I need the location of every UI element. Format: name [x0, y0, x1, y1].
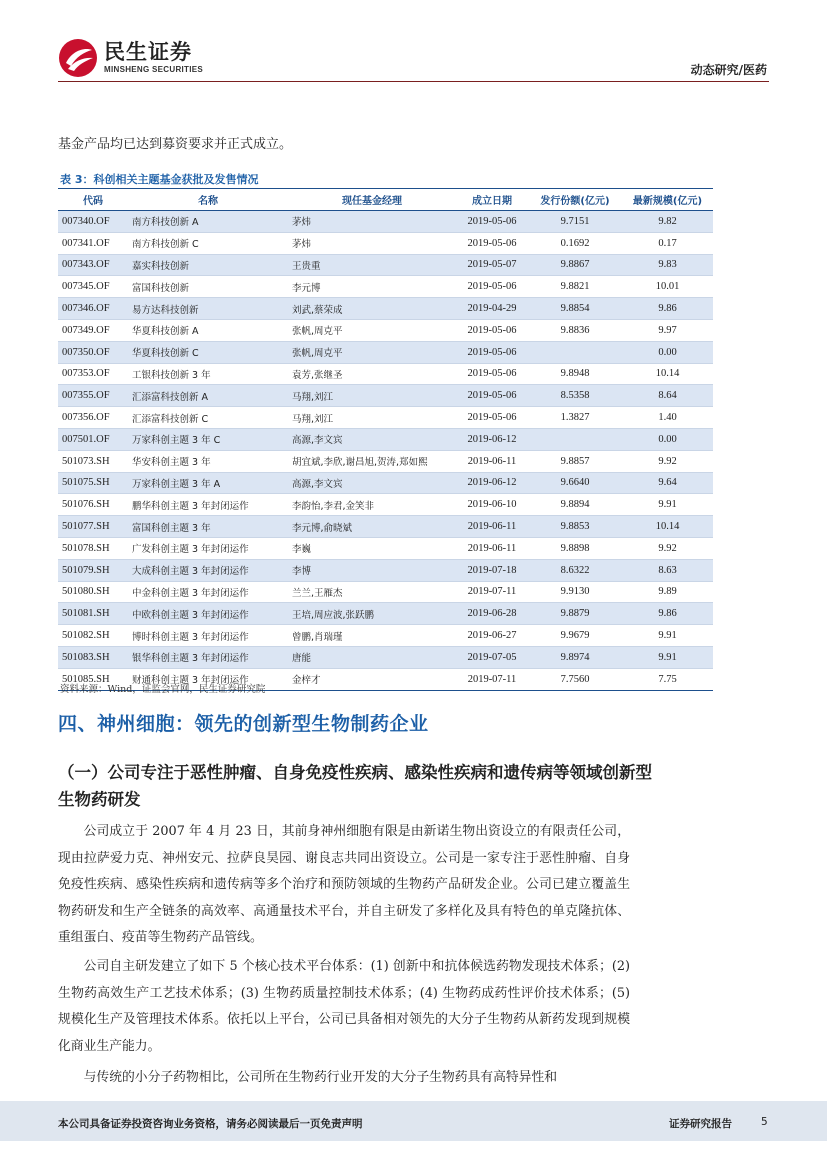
- cell-manager: 茅炜: [288, 211, 456, 233]
- cell-code: 007345.OF: [58, 276, 128, 298]
- cell-code: 007349.OF: [58, 319, 128, 341]
- table-row: [58, 407, 713, 429]
- cell-manager: 张帆,周克平: [288, 341, 456, 363]
- fund-table: [58, 188, 713, 691]
- header-name: 名称: [128, 189, 288, 211]
- cell-scale: 10.01: [622, 276, 713, 298]
- cell-manager: 袁芳,张继圣: [288, 363, 456, 385]
- cell-manager: 金梓才: [288, 668, 456, 690]
- table-row: [58, 581, 713, 603]
- cell-name: 工银科技创新 3 年: [128, 363, 288, 385]
- header-code: 代码: [58, 189, 128, 211]
- cell-code: 501077.SH: [58, 516, 128, 538]
- cell-date: 2019-05-06: [456, 276, 528, 298]
- cell-name: 富国科创主题 3 年: [128, 516, 288, 538]
- cell-scale: 7.75: [622, 668, 713, 690]
- header-scale: 最新规模(亿元): [622, 189, 713, 211]
- cell-code: 501085.SH: [58, 668, 128, 690]
- table-row: [58, 646, 713, 668]
- logo-english-name: MINSHENG SECURITIES: [104, 65, 204, 74]
- cell-scale: 10.14: [622, 363, 713, 385]
- table-body: [58, 211, 713, 691]
- cell-issue: 8.5358: [528, 385, 622, 407]
- table-row: [58, 494, 713, 516]
- cell-date: 2019-06-11: [456, 516, 528, 538]
- cell-date: 2019-05-07: [456, 254, 528, 276]
- cell-code: 007356.OF: [58, 407, 128, 429]
- body-paragraph-1: 公司成立于 2007 年 4 月 23 日，其前身神州细胞有限是由新诺生物出资设立的有限责任公司，现由拉萨爱力克、神州安元、拉萨良昊园、谢良志共同出资设立。公司是一家专注于恶性肿瘤、自身免疫性疾病、感染性疾病和遗传病等多个治疗和预防领域的生物药产品研发企业。公司已建立覆盖生物药研发和生产全链条的高效率、高通量技术平台，并自主研发了多样化及具有特色的单克隆抗体、重组蛋白、疫苗等生物药产品管线。: [58, 824, 630, 945]
- page-number: 5: [761, 1116, 768, 1128]
- logo-chinese-name: 民生证券: [104, 40, 192, 64]
- cell-date: 2019-07-11: [456, 581, 528, 603]
- cell-date: 2019-05-06: [456, 407, 528, 429]
- table-title: 表 3：科创相关主题基金获批及发售情况: [60, 173, 259, 186]
- cell-code: 007350.OF: [58, 341, 128, 363]
- cell-code: 007343.OF: [58, 254, 128, 276]
- header-issue: 发行份额(亿元): [528, 189, 622, 211]
- cell-issue: 9.8894: [528, 494, 622, 516]
- cell-issue: 9.8853: [528, 516, 622, 538]
- cell-scale: 9.92: [622, 537, 713, 559]
- cell-name: 银华科创主题 3 年封闭运作: [128, 646, 288, 668]
- cell-date: 2019-05-06: [456, 319, 528, 341]
- cell-manager: 李元博,俞晓斌: [288, 516, 456, 538]
- table-row: [58, 603, 713, 625]
- cell-date: 2019-06-11: [456, 537, 528, 559]
- cell-date: 2019-05-06: [456, 363, 528, 385]
- cell-scale: 1.40: [622, 407, 713, 429]
- cell-scale: 9.91: [622, 625, 713, 647]
- cell-name: 汇添富科技创新 C: [128, 407, 288, 429]
- cell-code: 501075.SH: [58, 472, 128, 494]
- cell-code: 007501.OF: [58, 428, 128, 450]
- cell-issue: 9.8854: [528, 298, 622, 320]
- footer-disclaimer: 本公司具备证券投资咨询业务资格，请务必阅读最后一页免责声明: [58, 1118, 363, 1130]
- cell-code: 007353.OF: [58, 363, 128, 385]
- cell-scale: 9.97: [622, 319, 713, 341]
- cell-issue: 9.8948: [528, 363, 622, 385]
- cell-date: 2019-05-06: [456, 232, 528, 254]
- cell-code: 501073.SH: [58, 450, 128, 472]
- cell-name: 华夏科技创新 A: [128, 319, 288, 341]
- cell-manager: 胡宜斌,李欣,谢昌旭,贺涛,郑如熙: [288, 450, 456, 472]
- table-row: [58, 363, 713, 385]
- cell-manager: 李博: [288, 559, 456, 581]
- cell-date: 2019-05-06: [456, 211, 528, 233]
- cell-scale: 0.17: [622, 232, 713, 254]
- cell-manager: 茅炜: [288, 232, 456, 254]
- cell-date: 2019-06-11: [456, 450, 528, 472]
- cell-date: 2019-05-06: [456, 385, 528, 407]
- cell-code: 501083.SH: [58, 646, 128, 668]
- cell-code: 501078.SH: [58, 537, 128, 559]
- cell-name: 广发科创主题 3 年封闭运作: [128, 537, 288, 559]
- cell-name: 万家科创主题 3 年 C: [128, 428, 288, 450]
- cell-code: 501079.SH: [58, 559, 128, 581]
- cell-scale: 10.14: [622, 516, 713, 538]
- cell-name: 鹏华科创主题 3 年封闭运作: [128, 494, 288, 516]
- cell-code: 501076.SH: [58, 494, 128, 516]
- cell-name: 中金科创主题 3 年封闭运作: [128, 581, 288, 603]
- footer-report-type: 证券研究报告: [669, 1118, 732, 1130]
- cell-manager: 高源,李文宾: [288, 472, 456, 494]
- cell-manager: 曾鹏,肖瑞瑾: [288, 625, 456, 647]
- cell-issue: 9.8898: [528, 537, 622, 559]
- cell-scale: 9.64: [622, 472, 713, 494]
- cell-scale: 9.82: [622, 211, 713, 233]
- cell-date: 2019-07-11: [456, 668, 528, 690]
- cell-scale: 9.91: [622, 494, 713, 516]
- cell-manager: 王贵重: [288, 254, 456, 276]
- cell-name: 博时科创主题 3 年封闭运作: [128, 625, 288, 647]
- cell-code: 007346.OF: [58, 298, 128, 320]
- cell-manager: 张帆,周克平: [288, 319, 456, 341]
- cell-scale: 9.92: [622, 450, 713, 472]
- table-row: [58, 537, 713, 559]
- cell-issue: [528, 341, 622, 363]
- cell-name: 财通科创主题 3 年封闭运作: [128, 668, 288, 690]
- body-paragraph-3: 与传统的小分子药物相比，公司所在生物药行业开发的大分子生物药具有高特异性和: [83, 1070, 558, 1085]
- section-title: 四、神州细胞：领先的创新型生物制药企业: [58, 713, 429, 735]
- cell-name: 易方达科技创新: [128, 298, 288, 320]
- table-row: [58, 450, 713, 472]
- cell-code: 501082.SH: [58, 625, 128, 647]
- cell-date: 2019-05-06: [456, 341, 528, 363]
- cell-name: 嘉实科技创新: [128, 254, 288, 276]
- page-header: [0, 0, 827, 90]
- table-row: [58, 516, 713, 538]
- cell-issue: 9.8836: [528, 319, 622, 341]
- cell-name: 南方科技创新 A: [128, 211, 288, 233]
- cell-code: 007341.OF: [58, 232, 128, 254]
- table-row: [58, 298, 713, 320]
- header-date: 成立日期: [456, 189, 528, 211]
- cell-issue: 9.6640: [528, 472, 622, 494]
- cell-code: 007340.OF: [58, 211, 128, 233]
- cell-manager: 马翔,刘江: [288, 385, 456, 407]
- body-paragraph-2: 公司自主研发建立了如下 5 个核心技术平台体系：(1) 创新中和抗体候选药物发现技术体系；(2) 生物药高效生产工艺技术体系；(3) 生物药质量控制技术体系；(4) 生物药成药性评价技术体系；(5) 规模化生产及管理技术体系。依托以上平台，公司已具备相对领先的大分子生物药从新药发现到规模化商业生产能力。: [58, 959, 630, 1054]
- table-header-row: [58, 189, 713, 211]
- cell-date: 2019-06-12: [456, 472, 528, 494]
- cell-name: 大成科创主题 3 年封闭运作: [128, 559, 288, 581]
- cell-manager: 李韵怡,李君,金笑非: [288, 494, 456, 516]
- cell-scale: 9.91: [622, 646, 713, 668]
- cell-date: 2019-06-27: [456, 625, 528, 647]
- cell-manager: 李元博: [288, 276, 456, 298]
- table-source: 资料来源：Wind，证监会官网，民生证券研究院: [60, 684, 266, 695]
- cell-name: 万家科创主题 3 年 A: [128, 472, 288, 494]
- cell-name: 南方科技创新 C: [128, 232, 288, 254]
- cell-name: 富国科技创新: [128, 276, 288, 298]
- cell-code: 007355.OF: [58, 385, 128, 407]
- page-footer: [0, 1101, 827, 1141]
- minsheng-logo-icon: [58, 38, 98, 78]
- table-row: [58, 625, 713, 647]
- cell-issue: 0.1692: [528, 232, 622, 254]
- cell-manager: 马翔,刘江: [288, 407, 456, 429]
- intro-text: 基金产品均已达到募资要求并正式成立。: [58, 137, 293, 152]
- cell-date: 2019-06-28: [456, 603, 528, 625]
- cell-scale: 9.86: [622, 298, 713, 320]
- cell-scale: 9.83: [622, 254, 713, 276]
- cell-date: 2019-07-18: [456, 559, 528, 581]
- cell-code: 501081.SH: [58, 603, 128, 625]
- header-divider: [58, 81, 769, 82]
- cell-manager: 刘武,蔡荣成: [288, 298, 456, 320]
- cell-issue: 9.8974: [528, 646, 622, 668]
- cell-scale: 9.86: [622, 603, 713, 625]
- cell-date: 2019-07-05: [456, 646, 528, 668]
- table-row: [58, 428, 713, 450]
- cell-manager: 唐能: [288, 646, 456, 668]
- cell-issue: 9.8857: [528, 450, 622, 472]
- cell-manager: 高源,李文宾: [288, 428, 456, 450]
- cell-manager: 李巍: [288, 537, 456, 559]
- table-row: [58, 559, 713, 581]
- cell-scale: 9.89: [622, 581, 713, 603]
- cell-issue: 9.9130: [528, 581, 622, 603]
- header-manager: 现任基金经理: [288, 189, 456, 211]
- cell-issue: 9.9679: [528, 625, 622, 647]
- cell-date: 2019-06-10: [456, 494, 528, 516]
- cell-scale: 0.00: [622, 341, 713, 363]
- cell-scale: 0.00: [622, 428, 713, 450]
- cell-name: 华夏科技创新 C: [128, 341, 288, 363]
- table-row: [58, 211, 713, 233]
- cell-date: 2019-06-12: [456, 428, 528, 450]
- table-row: [58, 276, 713, 298]
- cell-issue: [528, 428, 622, 450]
- cell-name: 中欧科创主题 3 年封闭运作: [128, 603, 288, 625]
- cell-issue: 9.8879: [528, 603, 622, 625]
- subsection-title: （一）公司专注于恶性肿瘤、自身免疫性疾病、感染性疾病和遗传病等领域创新型生物药研发: [58, 763, 652, 809]
- table-row: [58, 319, 713, 341]
- table-row: [58, 232, 713, 254]
- cell-issue: 8.6322: [528, 559, 622, 581]
- cell-manager: 王培,周应波,张跃鹏: [288, 603, 456, 625]
- cell-manager: 兰兰,王雁杰: [288, 581, 456, 603]
- table-row: [58, 385, 713, 407]
- cell-scale: 8.63: [622, 559, 713, 581]
- report-category: 动态研究/医药: [690, 63, 767, 77]
- cell-issue: 1.3827: [528, 407, 622, 429]
- cell-name: 汇添富科技创新 A: [128, 385, 288, 407]
- table-row: [58, 254, 713, 276]
- cell-issue: 9.8821: [528, 276, 622, 298]
- cell-name: 华安科创主题 3 年: [128, 450, 288, 472]
- cell-issue: 9.7151: [528, 211, 622, 233]
- table-row: [58, 472, 713, 494]
- table-row: [58, 341, 713, 363]
- cell-date: 2019-04-29: [456, 298, 528, 320]
- cell-issue: 9.8867: [528, 254, 622, 276]
- cell-scale: 8.64: [622, 385, 713, 407]
- cell-code: 501080.SH: [58, 581, 128, 603]
- company-logo: [58, 38, 203, 78]
- cell-issue: 7.7560: [528, 668, 622, 690]
